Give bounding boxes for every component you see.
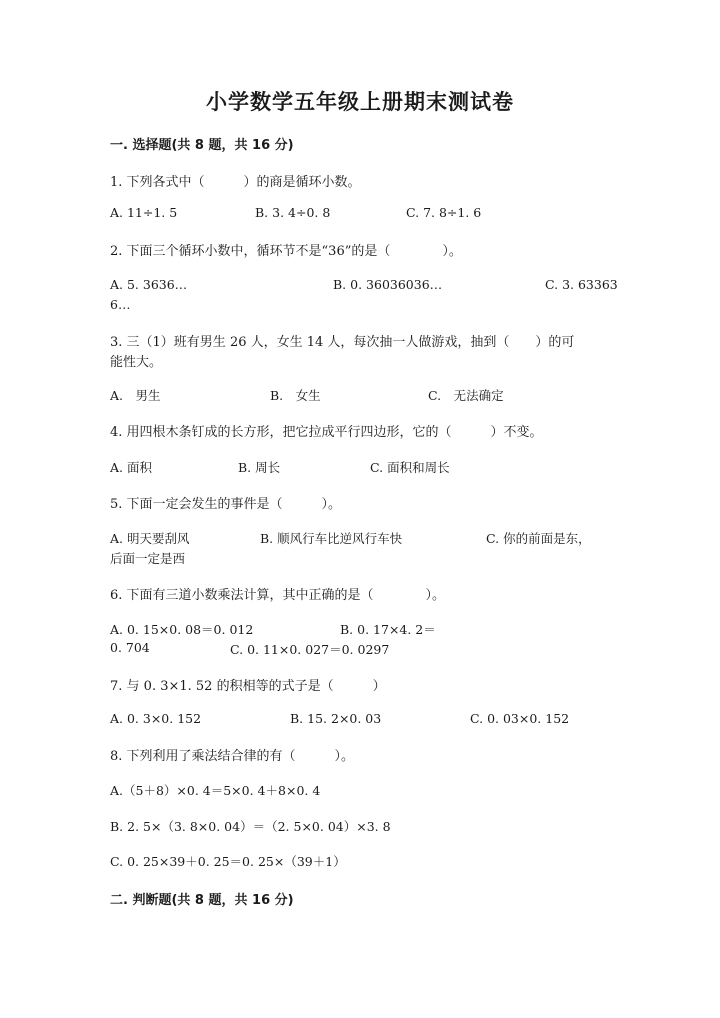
q8-option-b: B. 2. 5×（3. 8×0. 04）＝（2. 5×0. 04）×3. 8 [110, 819, 391, 834]
q1-option-a: A. 11÷1. 5 [110, 205, 178, 220]
q2-option-c: C. 3. 63363 [545, 277, 618, 292]
q1-option-c: C. 7. 8÷1. 6 [406, 205, 482, 220]
q6-option-a: A. 0. 15×0. 08＝0. 012 [110, 622, 254, 637]
q4-option-c: C. 面积和周长 [370, 460, 450, 475]
question-6: 6. 下面有三道小数乘法计算，其中正确的是（ ）。 [110, 588, 446, 603]
question-3-wrap: 能性大。 [110, 355, 163, 370]
q3-option-b: B. 女生 [270, 388, 321, 403]
section-heading-judgment: 二. 判断题(共 8 题，共 16 分) [110, 893, 294, 908]
q6-option-b: B. 0. 17×4. 2＝ [340, 622, 436, 637]
q1-option-b: B. 3. 4÷0. 8 [255, 205, 331, 220]
q2-option-b: B. 0. 36036036… [333, 277, 443, 292]
section-heading-choice: 一. 选择题(共 8 题，共 16 分) [110, 138, 294, 153]
q8-option-c: C. 0. 25×39＋0. 25＝0. 25×（39＋1） [110, 854, 346, 869]
q2-option-c-wrap: 6… [110, 297, 131, 312]
q4-option-b: B. 周长 [238, 460, 281, 475]
q3-option-a: A. 男生 [110, 388, 161, 403]
page-title: 小学数学五年级上册期末测试卷 [206, 89, 514, 114]
q7-option-c: C. 0. 03×0. 152 [470, 711, 570, 726]
question-2: 2. 下面三个循环小数中，循环节不是“36”的是（ ）。 [110, 244, 462, 259]
q5-option-c: C. 你的前面是东， [486, 531, 591, 546]
question-5: 5. 下面一定会发生的事件是（ ）。 [110, 497, 342, 512]
question-3: 3. 三（1）班有男生 26 人，女生 14 人，每次抽一人做游戏，抽到（ ）的可 [110, 335, 575, 350]
q4-option-a: A. 面积 [110, 460, 152, 475]
q5-option-c-wrap: 后面一定是西 [110, 551, 186, 566]
q7-option-a: A. 0. 3×0. 152 [110, 711, 202, 726]
q5-option-b: B. 顺风行车比逆风行车快 [260, 531, 403, 546]
q5-option-a: A. 明天要刮风 [110, 531, 190, 546]
question-7: 7. 与 0. 3×1. 52 的积相等的式子是（ ） [110, 679, 386, 694]
q6-option-c: C. 0. 11×0. 027＝0. 0297 [230, 642, 390, 657]
q7-option-b: B. 15. 2×0. 03 [290, 711, 382, 726]
q3-option-c: C. 无法确定 [428, 388, 504, 403]
question-1: 1. 下列各式中（ ）的商是循环小数。 [110, 175, 361, 190]
q2-option-a: A. 5. 3636… [110, 277, 188, 292]
q8-option-a: A.（5＋8）×0. 4＝5×0. 4＋8×0. 4 [110, 783, 321, 798]
q6-option-b-wrap: 0. 704 [110, 640, 150, 655]
question-8: 8. 下列利用了乘法结合律的有（ ）。 [110, 749, 355, 764]
question-4: 4. 用四根木条钉成的长方形，把它拉成平行四边形，它的（ ）不变。 [110, 425, 543, 440]
